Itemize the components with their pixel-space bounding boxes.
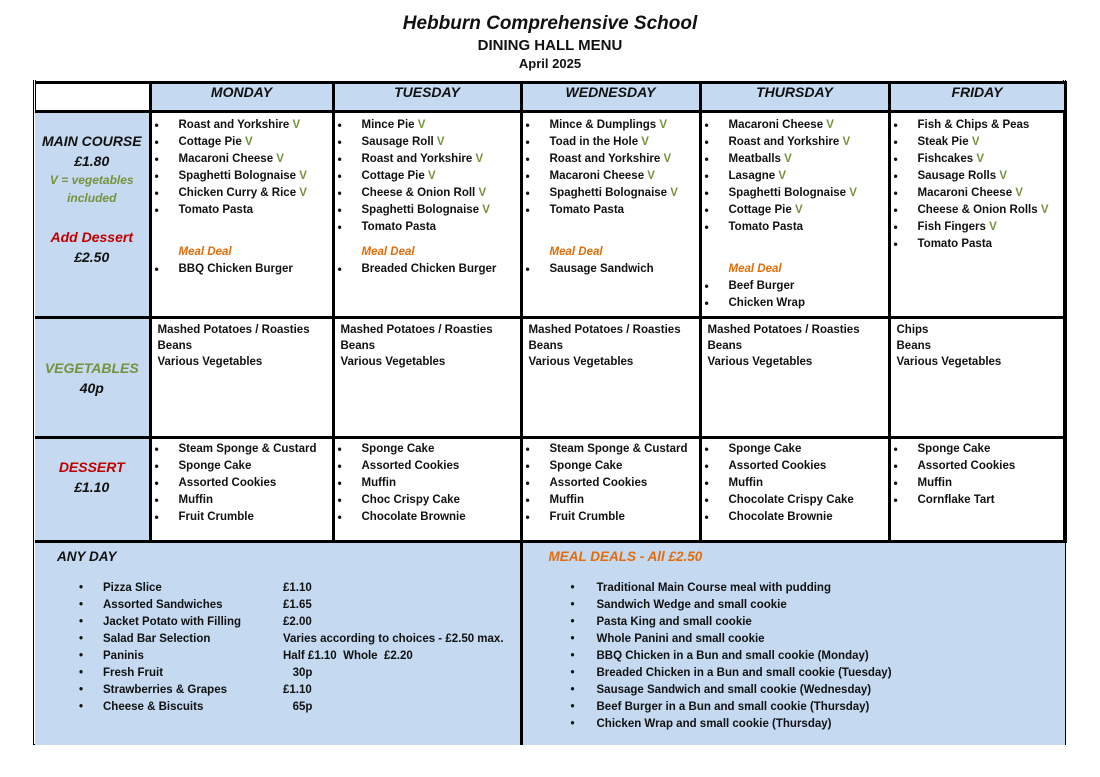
meal-deal-label: Meal Deal (361, 246, 415, 258)
item-name: Salad Bar Selection (103, 633, 211, 645)
deal-list-thursday (702, 278, 888, 312)
bottom-row (35, 542, 1065, 745)
menu-item: • Choc Crispy Cake (335, 492, 520, 509)
item-price: £1.65 (283, 599, 312, 611)
menu-item: • Cottage Pie V (702, 202, 888, 219)
menu-item: • Cottage Pie V (152, 134, 332, 151)
vegetable-item: Beans (340, 340, 376, 352)
menu-item: • Tomato Pasta (523, 202, 699, 219)
vegetables-included-marker: V (656, 119, 668, 131)
vegetable-item: Beans (157, 340, 193, 352)
menu-item: • Spaghetti Bolognaise V (523, 185, 699, 202)
corner-cell (35, 83, 150, 112)
dessert-row (35, 438, 1065, 542)
meal-deal-item: • BBQ Chicken in a Bun and small cookie (Monday) (523, 648, 1066, 665)
vegetables-included-marker: V (472, 153, 484, 165)
vegetables-included-marker: V (973, 153, 984, 165)
vegetable-item: Mashed Potatoes / Roasties (340, 324, 493, 336)
vegetables-included-marker: V (780, 153, 792, 165)
dessert-list-monday (152, 439, 332, 526)
menu-item: • Tomato Pasta (335, 219, 520, 236)
menu-item: • Mince & Dumplings V (523, 117, 699, 134)
menu-item: • Toad in the Hole V (523, 134, 699, 151)
item-price: £1.10 (283, 582, 312, 594)
menu-item: • Lasagne V (702, 168, 888, 185)
any-day-item (35, 597, 520, 614)
item-name: Paninis (103, 650, 144, 662)
menu-item: • Muffin (702, 475, 888, 492)
vegetable-item: Various Vegetables (896, 356, 1002, 368)
any-day-item (35, 631, 520, 648)
main-list-monday (152, 113, 332, 219)
item-name: Jacket Potato with Filling (103, 616, 242, 628)
menu-item: • Assorted Cookies (523, 475, 699, 492)
meal-deals-section (521, 542, 1065, 745)
veg-list-thursday (702, 319, 888, 370)
vegetables-included-marker: V (479, 204, 490, 216)
v-note-2: included (67, 191, 117, 205)
dessert-list-thursday (702, 439, 888, 526)
vegetables-included-marker: V (475, 187, 487, 199)
veg-list-tuesday (335, 319, 520, 370)
veg-friday (889, 318, 1065, 438)
menu-item: • Sponge Cake (152, 458, 332, 475)
menu-item: • Spaghetti Bolognaise V (335, 202, 520, 219)
vegetables-included-marker: V (1012, 187, 1023, 199)
deal-list-wednesday (523, 261, 699, 278)
vegetables-included-marker: V (296, 187, 307, 199)
veg-list-wednesday (523, 319, 699, 370)
dessert-label-cell (35, 438, 150, 542)
vegetable-item: Various Vegetables (340, 356, 446, 368)
menu-item: • Muffin (335, 475, 520, 492)
meal-deal-item: • Sandwich Wedge and small cookie (523, 597, 1066, 614)
vegetables-included-marker: V (823, 119, 834, 131)
item-price: 65p (283, 701, 313, 713)
vegetables-included-marker: V (644, 170, 655, 182)
menu-item: • Meatballs V (702, 151, 888, 168)
main-course-label-cell (35, 112, 150, 318)
any-day-item (35, 648, 520, 665)
vegetable-item: Mashed Potatoes / Roasties (157, 324, 310, 336)
vegetables-price: 40p (79, 379, 104, 396)
main-course-price: £1.80 (74, 153, 110, 169)
menu-item: • Fruit Crumble (523, 509, 699, 526)
dessert-list-wednesday (523, 439, 699, 526)
dessert-wednesday (521, 438, 700, 542)
dessert-list-friday (891, 439, 1064, 509)
item-price: £1.10 (283, 684, 312, 696)
veg-wednesday (521, 318, 700, 438)
vegetables-row (35, 318, 1065, 438)
menu-item: • Roast and Yorkshire V (335, 151, 520, 168)
menu-item: • Assorted Cookies (152, 475, 332, 492)
main-friday (889, 112, 1065, 318)
vegetables-included-marker: V (433, 136, 445, 148)
meal-deal-label: Meal Deal (549, 246, 603, 258)
menu-item: • Sausage Sandwich (523, 261, 699, 278)
vegetable-item: Beans (707, 340, 743, 352)
menu-item: • BBQ Chicken Burger (152, 261, 332, 278)
menu-item: • Muffin (523, 492, 699, 509)
vegetables-included-marker: V (638, 136, 649, 148)
menu-item: • Chocolate Brownie (335, 509, 520, 526)
item-name: Strawberries & Grapes (103, 684, 228, 696)
meal-deal-item: • Sausage Sandwich and small cookie (Wednesday) (523, 682, 1066, 699)
v-note: V = vegetables (49, 173, 134, 187)
any-day-item (35, 580, 520, 597)
vegetables-label-cell (35, 318, 150, 438)
menu-item: • Sponge Cake (523, 458, 699, 475)
menu-item: • Assorted Cookies (891, 458, 1064, 475)
vegetable-item: Beans (896, 340, 932, 352)
menu-item: • Chicken Wrap (702, 295, 888, 312)
vegetables-included-marker: V (660, 153, 672, 165)
menu-item: • Muffin (152, 492, 332, 509)
menu-item: • Roast and Yorkshire V (523, 151, 699, 168)
menu-item: • Sausage Rolls V (891, 168, 1064, 185)
veg-thursday (700, 318, 889, 438)
dessert-label: DESSERT (58, 459, 125, 475)
veg-tuesday (333, 318, 521, 438)
vegetable-item: Various Vegetables (157, 356, 263, 368)
menu-item: • Roast and Yorkshire V (152, 117, 332, 134)
vegetables-included-marker: V (791, 204, 803, 216)
meal-deal-item: • Pasta King and small cookie (523, 614, 1066, 631)
dessert-tuesday (333, 438, 521, 542)
vegetables-included-marker: V (839, 136, 851, 148)
main-tuesday (333, 112, 521, 318)
main-list-friday (891, 113, 1064, 253)
main-monday (150, 112, 333, 318)
any-day-item (35, 682, 520, 699)
menu-item: • Chocolate Brownie (702, 509, 888, 526)
deal-list-monday (152, 261, 332, 278)
add-dessert-price: £2.50 (74, 249, 110, 265)
day-header-row (35, 83, 1065, 112)
menu-item: • Sponge Cake (891, 441, 1064, 458)
day-thursday: THURSDAY (700, 83, 889, 112)
menu-item: • Cheese & Onion Roll V (335, 185, 520, 202)
item-name: Fresh Fruit (103, 667, 164, 679)
vegetables-included-marker: V (241, 136, 253, 148)
item-price: Varies according to choices - £2.50 max. (283, 633, 504, 645)
meal-deals-title: MEAL DEALS - All £2.50 (548, 549, 703, 564)
menu-table (35, 81, 1067, 745)
school-name: Hebburn Comprehensive School (402, 13, 698, 34)
vegetables-included-marker: V (289, 119, 301, 131)
menu-item: • Steak Pie V (891, 134, 1064, 151)
main-course-label: MAIN COURSE (41, 133, 142, 149)
main-list-tuesday (335, 113, 520, 236)
meal-deal-item: • Whole Panini and small cookie (523, 631, 1066, 648)
menu-item: • Spaghetti Bolognaise V (152, 168, 332, 185)
vegetable-item: Mashed Potatoes / Roasties (528, 324, 681, 336)
menu-item: • Tomato Pasta (702, 219, 888, 236)
any-day-title: ANY DAY (57, 549, 117, 564)
menu-item: • Cottage Pie V (335, 168, 520, 185)
meal-deal-item: • Traditional Main Course meal with pudding (523, 580, 1066, 597)
item-name: Assorted Sandwiches (103, 599, 223, 611)
veg-monday (150, 318, 333, 438)
menu-item: • Roast and Yorkshire V (702, 134, 888, 151)
menu-title: DINING HALL MENU (477, 37, 623, 54)
vegetable-item: Mashed Potatoes / Roasties (707, 324, 860, 336)
dessert-list-tuesday (335, 439, 520, 526)
any-day-item (35, 614, 520, 631)
meal-deal-item: • Breaded Chicken in a Bun and small cookie (Tuesday) (523, 665, 1066, 682)
menu-item: • Assorted Cookies (335, 458, 520, 475)
item-price: Half £1.10 Whole £2.20 (283, 650, 413, 662)
vegetables-included-marker: V (1037, 204, 1049, 216)
menu-item: • Beef Burger (702, 278, 888, 295)
menu-item: • Chocolate Crispy Cake (702, 492, 888, 509)
vegetables-included-marker: V (424, 170, 436, 182)
main-thursday (700, 112, 889, 318)
vegetable-item: Various Vegetables (528, 356, 634, 368)
any-day-list (35, 580, 520, 716)
menu-item: • Assorted Cookies (702, 458, 888, 475)
menu-item: • Chicken Curry & Rice V (152, 185, 332, 202)
deal-list-tuesday (335, 261, 520, 278)
vegetable-item: Beans (528, 340, 564, 352)
vegetable-item: Chips (896, 324, 929, 336)
veg-list-friday (891, 319, 1064, 370)
menu-item: • Steam Sponge & Custard (152, 441, 332, 458)
dessert-friday (889, 438, 1065, 542)
meal-deal-label: Meal Deal (728, 263, 782, 275)
menu-item: • Sausage Roll V (335, 134, 520, 151)
item-name: Cheese & Biscuits (103, 701, 204, 713)
vegetable-item: Various Vegetables (707, 356, 813, 368)
add-dessert-label: Add Dessert (50, 229, 133, 245)
meal-deal-item: • Beef Burger in a Bun and small cookie (Thursday) (523, 699, 1066, 716)
day-friday: FRIDAY (889, 83, 1065, 112)
meal-deal-label: Meal Deal (178, 246, 232, 258)
menu-item: • Tomato Pasta (891, 236, 1064, 253)
main-list-thursday (702, 113, 888, 236)
menu-item: • Tomato Pasta (152, 202, 332, 219)
vegetables-included-marker: V (846, 187, 857, 199)
menu-item: • Sponge Cake (702, 441, 888, 458)
menu-item: • Muffin (891, 475, 1064, 492)
any-day-item (35, 699, 520, 716)
menu-item: • Fruit Crumble (152, 509, 332, 526)
item-price: 30p (283, 667, 313, 679)
menu-item: • Fish Fingers V (891, 219, 1064, 236)
dessert-thursday (700, 438, 889, 542)
dessert-monday (150, 438, 333, 542)
day-tuesday: TUESDAY (333, 83, 521, 112)
menu-item: • Sponge Cake (335, 441, 520, 458)
menu-date: April 2025 (518, 56, 582, 71)
menu-item: • Macaroni Cheese V (152, 151, 332, 168)
menu-item: • Fish & Chips & Peas (891, 117, 1064, 134)
item-price: £2.00 (283, 616, 312, 628)
vegetables-included-marker: V (775, 170, 787, 182)
vegetables-included-marker: V (667, 187, 678, 199)
meal-deal-item: • Chicken Wrap and small cookie (Thursday) (523, 716, 1066, 733)
main-list-wednesday (523, 113, 699, 219)
day-wednesday: WEDNESDAY (521, 83, 700, 112)
menu-item: • Mince Pie V (335, 117, 520, 134)
vegetables-included-marker: V (996, 170, 1007, 182)
any-day-section (35, 542, 521, 745)
menu-item: • Macaroni Cheese V (702, 117, 888, 134)
menu-item: • Macaroni Cheese V (523, 168, 699, 185)
vegetables-included-marker: V (985, 221, 997, 233)
vegetables-included-marker: V (296, 170, 307, 182)
menu-item: • Fishcakes V (891, 151, 1064, 168)
meal-deals-list (523, 580, 1066, 733)
main-wednesday (521, 112, 700, 318)
vegetables-included-marker: V (273, 153, 284, 165)
menu-item: • Macaroni Cheese V (891, 185, 1064, 202)
menu-item: • Steam Sponge & Custard (523, 441, 699, 458)
any-day-item (35, 665, 520, 682)
document-header (0, 12, 1100, 72)
menu-item: • Breaded Chicken Burger (335, 261, 520, 278)
menu-item: • Spaghetti Bolognaise V (702, 185, 888, 202)
day-monday: MONDAY (150, 83, 333, 112)
dessert-price: £1.10 (74, 479, 110, 495)
veg-list-monday (152, 319, 332, 370)
vegetables-included-marker: V (414, 119, 426, 131)
vegetables-included-marker: V (968, 136, 980, 148)
vegetables-label: VEGETABLES (44, 359, 139, 376)
item-name: Pizza Slice (103, 582, 162, 594)
main-course-row (35, 112, 1065, 318)
menu-item: • Cheese & Onion Rolls V (891, 202, 1064, 219)
menu-item: • Cornflake Tart (891, 492, 1064, 509)
